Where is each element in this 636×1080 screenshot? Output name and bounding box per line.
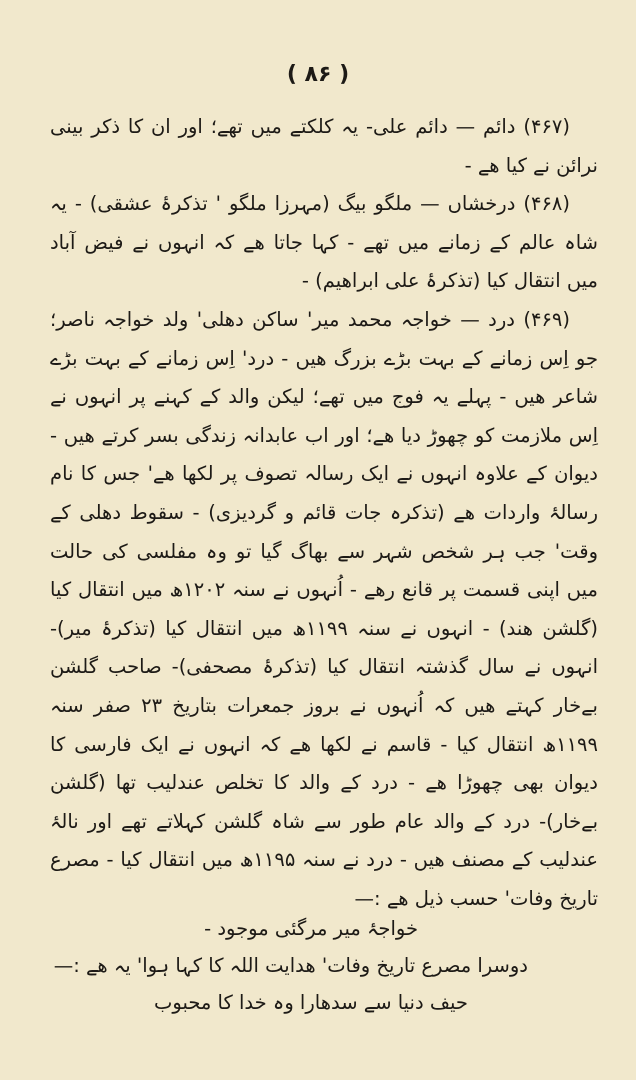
entry-468: (۴۶۸) درخشاں — ملگو بیگ (مہرزا ملگو ' تذکرۂ عشقی) - یہ شاہ عالم کے زمانے میں تھے - کہا جاتا ھے کہ انہوں نے فیض آباد میں انتقال کیا (تذکرۂ علی ابراھیم) - [50,192,598,293]
verse-block [50,910,598,1021]
entry-469: (۴۶۹) درد — خواجہ محمد میر' ساکن دھلی' ولد خواجہ ناصر؛ جو اِس زمانے کے بہت بڑے بزرگ ھیں - درد' اِس زمانے کے بہت بڑے شاعر ھیں - پہلے یہ فوج میں تھے؛ لیکن والد کے کہنے پر انہوں نے اِس ملازمت کو چھوڑ دیا ھے؛ اور اب عابدانہ زندگی بسر کرتے ھیں - دیوان کے علاوہ انہوں نے ایک رسالہ تصوف پر لکھا ھے' جس کا نام رسالۂ واردات ھے (تذکرہ جات قائم و گردیزی) - سقوط دھلی کے وقت' جب ہر شخص شہر سے بھاگ گیا تو وہ مفلسی کی حالت میں اپنی قسمت پر قانع رھے - اُنہوں نے سنہ ۱۲۰۲ھ میں انتقال کیا (گلشن ھند) - انہوں نے سنہ ۱۱۹۹ھ میں انتقال کیا (تذکرۂ میر)- انہوں نے سال گذشتہ انتقال کیا (تذکرۂ مصحفی)- صاحب گلشن بےخار کہتے ھیں کہ اُنہوں نے بروز جمعرات بتاریخ ۲۳ صفر سنہ ۱۱۹۹ھ انتقال کیا - قاسم نے لکھا ھے کہ انہوں نے ایک فارسی کا دیوان بھی چھوڑا ھے - درد کے والد کا تخلص عندلیب تھا (گلشن بےخار)- درد کے والد عام طور سے شاہ گلشن کہلاتے تھے اور نالۂ عندلیب کے مصنف ھیں - درد نے سنہ ۱۱۹۵ھ میں انتقال کیا - مصرع تاریخ وفات' حسب ذیل ھے :— [50,307,598,910]
verse-line-3: حیف دنیا سے سدھارا وہ خدا کا محبوب [154,991,468,1014]
verse-line-1: خواجۂ میر مرگئی موجود - [204,917,418,940]
page-number: ( ۸۶ ) [286,62,350,87]
entry-467: (۴۶۷) دائم — دائم علی- یہ کلکتے میں تھے؛ اور ان کا ذکر بینی نرائن نے کیا ھے - [50,115,598,177]
entries-text [50,108,598,918]
verse-line-2: دوسرا مصرع تاریخ وفات' ھدایت اللہ کا کہا ہوا' یہ ھے :— [53,954,528,977]
